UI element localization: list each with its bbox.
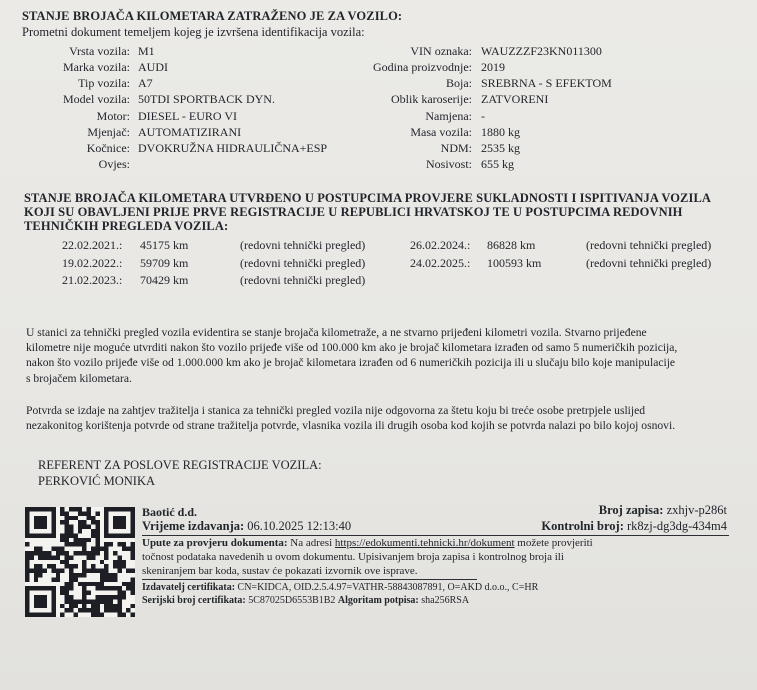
reading-km: 100593 km: [487, 256, 542, 270]
field-label: Tip vozila:: [78, 76, 130, 90]
qr-code-icon[interactable]: [25, 507, 135, 617]
verify-text: možete provjeriti: [517, 537, 593, 549]
cert-issuer: [142, 582, 538, 593]
verify-divider: [142, 579, 477, 580]
reading-type: (redovni tehnički pregled): [240, 256, 366, 270]
record-value: zxhjv-p286t: [666, 503, 727, 517]
field-value: 2019: [481, 60, 505, 74]
field-value: -: [481, 109, 485, 123]
reading-date: 26.02.2024.:: [410, 238, 471, 252]
verify-text: Na adresi: [290, 537, 333, 549]
field-value: 2535 kg: [481, 141, 520, 155]
reading-km: 59709 km: [140, 256, 189, 270]
field-label: Model vozila:: [63, 92, 130, 106]
cert-serial-label: Serijski broj certifikata:: [142, 595, 246, 606]
referent-name: PERKOVIĆ MONIKA: [38, 474, 156, 488]
cert-serial: [142, 595, 469, 606]
reading-km: 45175 km: [140, 238, 189, 252]
cert-issuer-label: Izdavatelj certifikata:: [142, 582, 236, 593]
company-name: Baotić d.d.: [142, 505, 198, 519]
referent-label: REFERENT ZA POSLOVE REGISTRACIJE VOZILA:: [38, 458, 322, 472]
field-label: Kočnice:: [86, 141, 130, 155]
issue-value: 06.10.2025 12:13:40: [247, 519, 352, 533]
verify-label: Upute za provjeru dokumenta:: [142, 537, 288, 549]
control-value: rk8zj-dg3dg-434m4: [627, 519, 727, 533]
field-label: Boja:: [446, 76, 472, 90]
alg-label: Algoritam potpisa:: [337, 595, 419, 606]
footer-divider: [142, 535, 729, 536]
section2-title-line: STANJE BROJAČA KILOMETARA UTVRĐENO U POSTUPCIMA PROVJERE SUKLADNOSTI I ISPITIVANJA VOZILA: [24, 191, 712, 205]
verify-line: skeniranjem bar koda, sustav će pokazati izvornik ove isprave.: [142, 565, 418, 577]
field-label: Motor:: [96, 109, 130, 123]
field-label: Namjena:: [425, 109, 472, 123]
field-value: M1: [138, 44, 155, 58]
field-value: 50TDI SPORTBACK DYN.: [138, 92, 275, 106]
verify-line: točnost podataka navedenih u ovom dokumentu. Upisivanjem broja zapisa i kontrolnog broja ili: [142, 551, 564, 563]
paragraph-line: nezakonitog korištenja potvrde od strane tražitelja potvrde, vlasnika vozila ili drugih osoba kod kojih se potvrda nalazi po bilo kojoj osnovi.: [26, 419, 676, 432]
field-value: DIESEL - EURO VI: [138, 109, 237, 123]
cert-serial-value: 5C87025D6553B1B2: [248, 595, 336, 606]
reading-date: 22.02.2021.:: [62, 238, 123, 252]
field-label: Godina proizvodnje:: [373, 60, 472, 74]
reading-date: 24.02.2025.:: [410, 256, 471, 270]
record-number: [599, 503, 727, 518]
reading-km: 70429 km: [140, 273, 189, 287]
field-label: Mjenjač:: [87, 125, 130, 139]
cert-issuer-value: CN=KIDCA, OID.2.5.4.97=VATHR-58843087891, O=AKD d.o.o., C=HR: [237, 582, 539, 593]
verify-link[interactable]: https://edokumenti.tehnicki.hr/dokument: [334, 537, 515, 549]
alg-value: sha256RSA: [421, 595, 470, 606]
field-label: Nosivost:: [425, 157, 472, 171]
issue-label: Vrijeme izdavanja:: [142, 519, 245, 533]
field-label: Vrsta vozila:: [69, 44, 130, 58]
reading-type: (redovni tehnički pregled): [586, 256, 712, 270]
field-value: SREBRNA - S EFEKTOM: [481, 76, 612, 90]
section2-title-line: TEHNIČKIH PREGLEDA VOZILA:: [24, 219, 229, 233]
field-value: 1880 kg: [481, 125, 520, 139]
field-label: NDM:: [440, 141, 472, 155]
section2-title-line: KOJI SU OBAVLJENI PRIJE PRVE REGISTRACIJE U REPUBLICI HRVATSKOJ TE U POSTUPCIMA REDOVNIH: [24, 205, 683, 219]
field-value: A7: [138, 76, 153, 90]
field-label: VIN oznaka:: [410, 44, 472, 58]
reading-type: (redovni tehnički pregled): [240, 273, 366, 287]
reading-date: 19.02.2022.:: [62, 256, 123, 270]
field-label: Marka vozila:: [63, 60, 130, 74]
field-label: Oblik karoserije:: [391, 92, 472, 106]
field-value: AUTOMATIZIRANI: [138, 125, 242, 139]
verify-line: [142, 537, 593, 549]
reading-km: 86828 km: [487, 238, 536, 252]
paragraph-line: Potvrda se izdaje na zahtjev tražitelja i stanica za tehnički pregled vozila nije odgovorna za štetu koju bi treće osobe pretrpjele uslijed: [26, 404, 646, 417]
reading-type: (redovni tehnički pregled): [586, 238, 712, 252]
paragraph-line: nakon što vozilo prijeđe više od 1.000.000 km ako je brojač kilometara izrađen od 6 numeričkih pozicija ili u slučaju bilo koje manipulacije: [26, 356, 676, 369]
field-value: DVOKRUŽNA HIDRAULIČNA+ESP: [138, 141, 328, 155]
record-label: Broj zapisa:: [598, 503, 664, 517]
paragraph-line: kilometre nije moguće utvrditi nakon što vozilo prijeđe više od 100.000 km ako je brojač kilometara izrađen od samo 5 numeričkih pozicija,: [26, 341, 678, 354]
reading-type: (redovni tehnički pregled): [240, 238, 366, 252]
issue-time: [142, 519, 351, 534]
doc-title: STANJE BROJAČA KILOMETARA ZATRAŽENO JE ZA VOZILO:: [22, 9, 403, 23]
paragraph-line: U stanici za tehnički pregled vozila evidentira se stanje brojača kilometraže, a ne stvarno prijeđeni kilometri vozila. Stvarno prijeđene: [26, 326, 647, 339]
field-label: Masa vozila:: [410, 125, 472, 139]
paragraph-line: s brojačem kilometara.: [26, 372, 132, 385]
control-number: [541, 519, 727, 534]
doc-subtitle: Prometni dokument temeljem kojeg je izvršena identifikacija vozila:: [22, 25, 365, 39]
control-label: Kontrolni broj:: [541, 519, 624, 533]
field-value: AUDI: [138, 60, 168, 74]
field-value: WAUZZZF23KN011300: [481, 44, 602, 58]
field-value: ZATVORENI: [481, 92, 549, 106]
field-label: Ovjes:: [98, 157, 130, 171]
field-value: 655 kg: [481, 157, 514, 171]
reading-date: 21.02.2023.:: [62, 273, 123, 287]
